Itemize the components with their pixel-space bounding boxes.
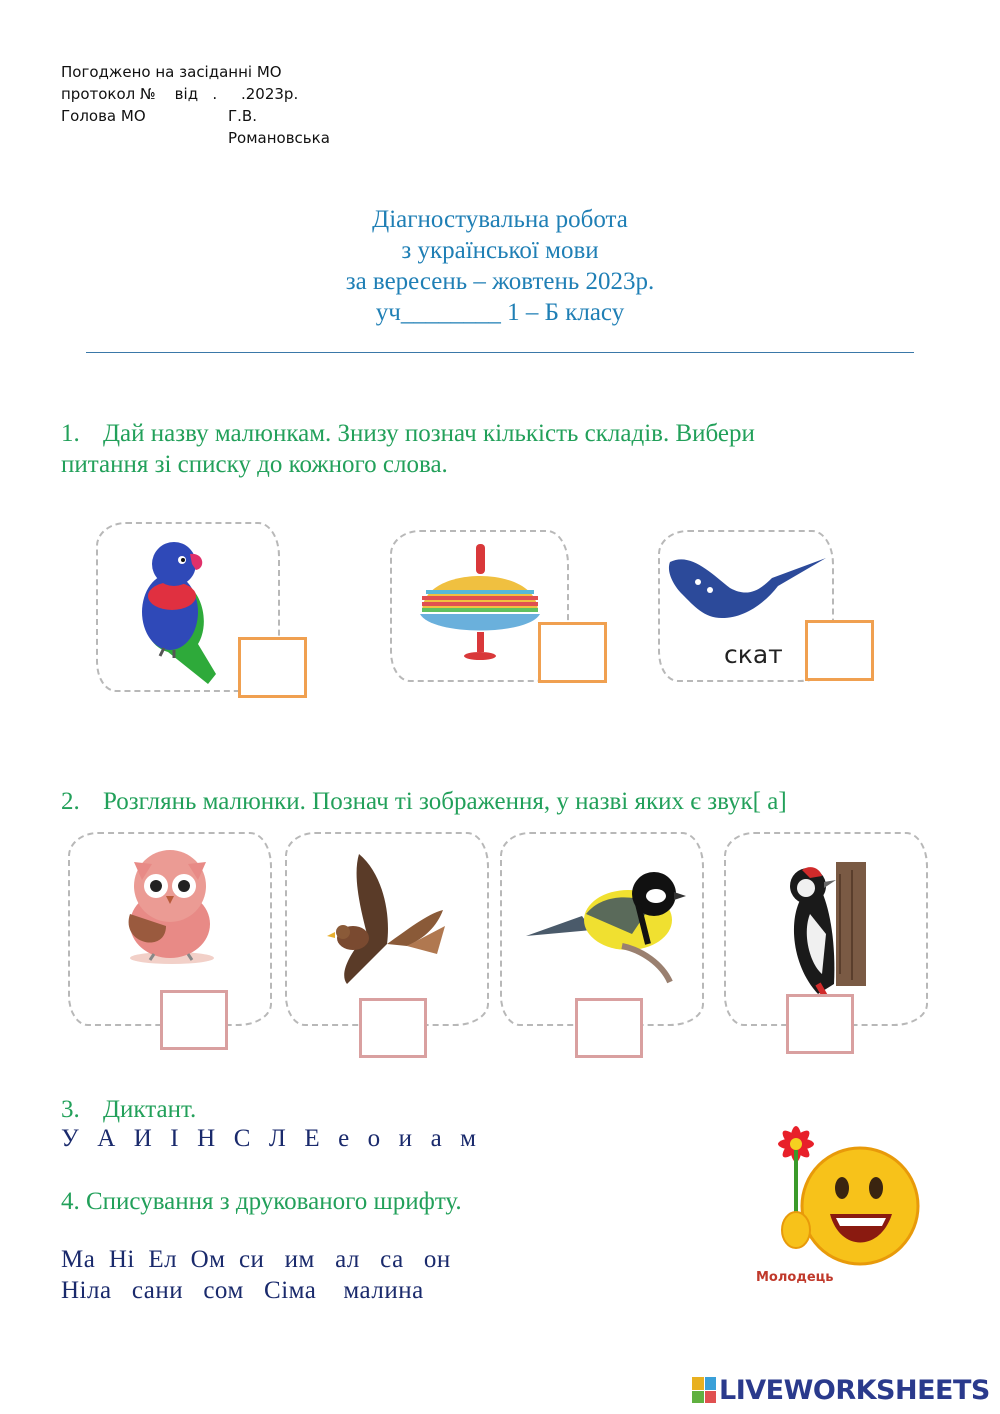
watermark-text: LIVEWORKSHEETS <box>719 1374 990 1406</box>
task2-instruction <box>61 786 961 817</box>
stingray-label: скат <box>724 640 783 669</box>
title-line-4: уч________ 1 – Б класу <box>375 299 625 326</box>
liveworksheets-watermark <box>692 1374 990 1406</box>
task2-mark-box-1[interactable] <box>160 990 228 1050</box>
approval-line-3 <box>61 105 330 147</box>
page-title <box>0 204 1000 328</box>
task4-copy-line-1: Ма Ні Ел Ом си им ал са он <box>61 1246 451 1273</box>
title-divider <box>86 352 914 353</box>
approval-note <box>61 61 330 147</box>
task4-copy-line-2: Ніла сани сом Сіма малина <box>61 1277 424 1304</box>
task3-number: 3. <box>61 1096 80 1123</box>
task1-syllable-box-3[interactable] <box>805 620 874 681</box>
task2-card-titmouse <box>500 832 704 1026</box>
title-line-3: за вересень – жовтень 2023р. <box>345 268 655 295</box>
task2-mark-box-3[interactable] <box>575 998 643 1058</box>
stingray-icon <box>660 532 832 622</box>
task2-mark-box-2[interactable] <box>359 998 427 1058</box>
head-label: Голова МО <box>61 107 146 125</box>
task1-text-line-2: питання зі списку до кожного слова. <box>61 451 448 478</box>
task3-heading <box>61 1094 196 1125</box>
smiley-flower-icon <box>752 1122 922 1272</box>
task1-number: 1. <box>61 420 80 447</box>
task2-card-hawk <box>285 832 489 1026</box>
task1-syllable-box-1[interactable] <box>238 637 307 698</box>
liveworksheets-logo-icon <box>692 1377 716 1403</box>
praise-sticker <box>752 1122 922 1288</box>
task1-text-line-1: Дай назву малюнкам. Знизу познач кількість складів. Вибери <box>103 420 755 447</box>
head-name: Г.В. Романовська <box>228 107 330 147</box>
task3-letters: У А И І Н С Л Е е о и а м <box>61 1125 478 1152</box>
task2-text: Розглянь малюнки. Познач ті зображення, у назві яких є звук[ а] <box>103 788 787 815</box>
sticker-caption: Молодець <box>756 1270 834 1285</box>
task3-title: Диктант. <box>103 1096 197 1123</box>
task2-number: 2. <box>61 788 80 815</box>
titmouse-icon <box>502 834 702 1004</box>
task1-syllable-box-2[interactable] <box>538 622 607 683</box>
woodpecker-icon <box>726 834 926 1004</box>
task1-instruction <box>61 418 961 480</box>
hawk-icon <box>287 834 487 1004</box>
approval-line-2: протокол № від . .2023р. <box>61 85 299 103</box>
title-line-2: з української мови <box>401 237 599 264</box>
title-line-1: Діагностувальна робота <box>372 206 628 233</box>
task2-mark-box-4[interactable] <box>786 994 854 1054</box>
approval-line-1: Погоджено на засіданні МО <box>61 63 282 81</box>
owl-icon <box>70 834 270 974</box>
task4-heading: 4. Списування з друкованого шрифту. <box>61 1188 462 1215</box>
